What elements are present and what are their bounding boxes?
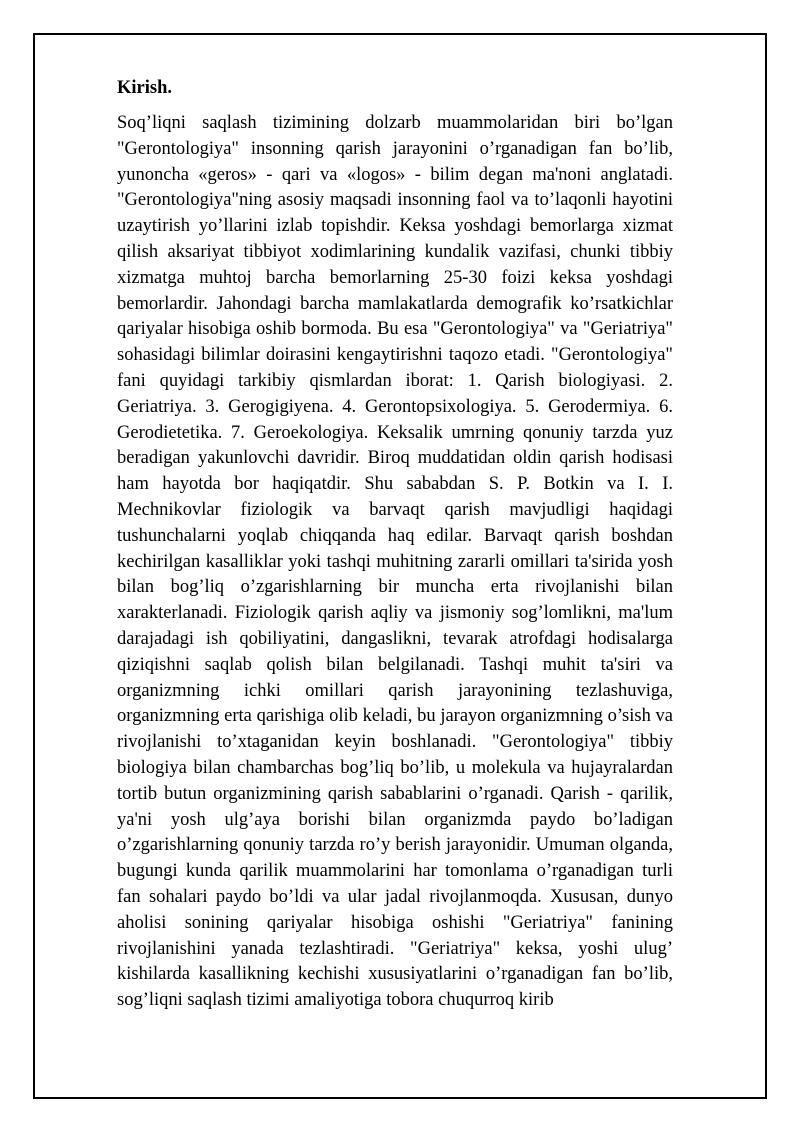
body-paragraph: Soq’liqni saqlash tizimining dolzarb muammolaridan biri bo’lgan "Gerontologiya" insonning qarish jarayonini o’rganadigan fan bo’lib, yunoncha «geros» - qari va «logos» - bilim degan ma'noni anglatadi. "Gerontologiya"ning asosiy maqsadi insonning faol va to’laqonli hayotini uzaytirish yo’llarini izlab topishdir. Keksa yoshdagi bemorlarga xizmat qilish aksariyat tibbiyot xodimlarining kundalik vazifasi, chunki tibbiy xizmatga muhtoj barcha bemorlarning 25-30 foizi keksa yoshdagi bemorlardir. Jahondagi barcha mamlakatlarda demografik ko’rsatkichlar qariyalar hisobiga oshib bormoda. Bu esa "Gerontologiya" va "Geriatriya" sohasidagi bilimlar doirasini kengaytirishni taqozo etadi. "Gerontologiya" fani quyidagi tarkibiy qismlardan iborat: 1. Qarish biologiyasi. 2. Geriatriya. 3. Gerogigiyena. 4. Gerontopsixologiya. 5. Gerodermiya. 6. Gerodietetika. 7. Geroekologiya. Keksalik umrning qonuniy tarzda yuz beradigan yakunlovchi davridir. Biroq muddatidan oldin qarish hodisasi ham hayotda bor haqiqatdir. Shu sababdan S. P. Botkin va I. I. Mechnikovlar fiziologik va barvaqt qarish mavjudligi haqidagi tushunchalarni yoqlab chiqqanda haq edilar. Barvaqt qarish boshdan kechirilgan kasalliklar yoki tashqi muhitning zararli omillari ta'sirida yosh bilan bog’liq o’zgarishlarning bir muncha erta rivojlanishi bilan xarakterlanadi. Fiziologik qarish aqliy va jismoniy sog’lomlikni, ma'lum darajadagi ish qobiliyatini, dangaslikni, tevarak atrofdagi hodisalarga qiziqishni saqlab qolish bilan belgilanadi. Tashqi muhit ta'siri va organizmning ichki omillari qarish jarayonining tezlashuviga, organizmning erta qarishiga olib keladi, bu jarayon organizmning o’sish va rivojlanishi to’xtaganidan keyin boshlanadi. "Gerontologiya" tibbiy biologiya bilan chambarchas bog’liq bo’lib, u molekula va hujayralardan tortib butun organizmining qarish sabablarini o’rganadi. Qarish - qarilik, ya'ni yosh ulg’aya borishi bilan organizmda paydo bo’ladigan o’zgarishlarning qonuniy tarzda ro’y berish jarayonidir. Umuman olganda, bugungi kunda qarilik muammolarini har tomonlama o’rganadigan turli fan sohalari paydo bo’ldi va ular jadal rivojlanmoqda. Xususan, dunyo aholisi sonining qariyalar hisobiga oshishi "Geriatriya" fanining rivojlanishini yanada tezlashtiradi. "Geriatriya" keksa, yoshi ulug’ kishilarda kasallikning kechishi xususiyatlarini o’rganadigan fan bo’lib, sog’liqni saqlash tizimi amaliyotiga tobora chuqurroq kirib bbox=[117, 113, 673, 1011]
section-heading: Kirish. bbox=[117, 78, 172, 98]
document-content bbox=[117, 77, 673, 1014]
page-frame bbox=[33, 33, 767, 1099]
